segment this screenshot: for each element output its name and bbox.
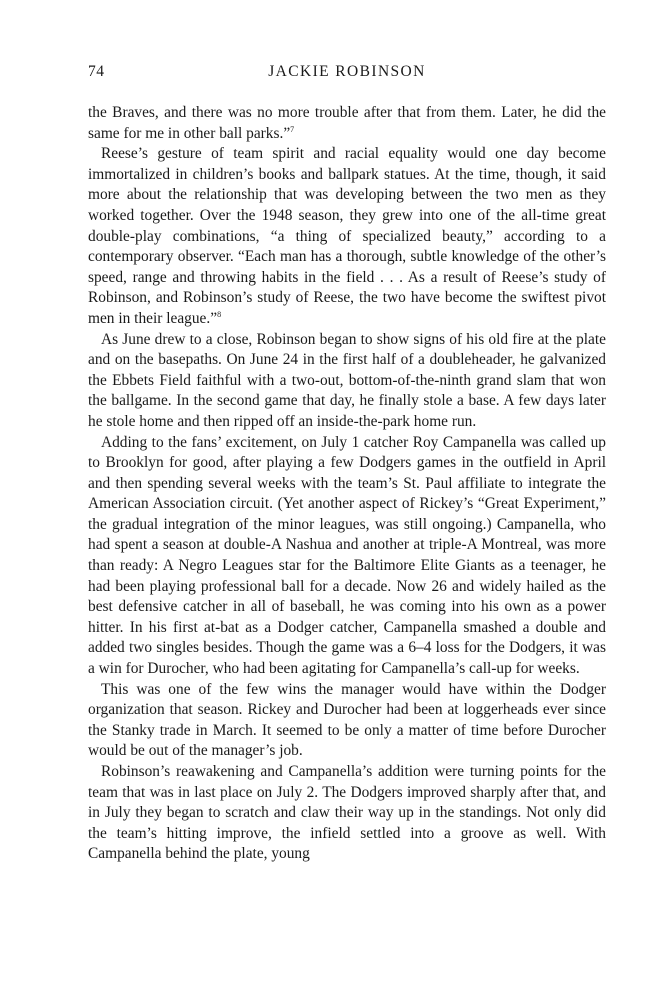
paragraph-continuation (88, 103, 606, 144)
paragraph-text: Reese’s gesture of team spirit and racial equality would one day become immortalized in children’s books and ballpark statues. At the time, though, it said more about the relationship that was developing between the two men as they worked together. Over the 1948 season, they grew into one of the all-time great double-play combinations, “a thing of specialized beauty,” according to a contemporary observer. “Each man has a thorough, subtle knowledge of the other’s speed, range and throwing habits in the field . . . As a result of Reese’s study of Robinson, and Robinson’s study of Reese, the two have become the swiftest pivot men in their league.” (88, 145, 606, 327)
running-title: JACKIE ROBINSON (268, 63, 426, 80)
footnote-marker: 7 (290, 124, 295, 134)
running-header (88, 63, 606, 85)
paragraph (88, 433, 606, 680)
body-text (88, 103, 606, 865)
paragraph-text: Adding to the fans’ excitement, on July 1 catcher Roy Campanella was called up to Brooklyn for good, after playing a few Dodgers games in the outfield in April and then spending several weeks with the team’s St. Paul affiliate to integrate the American Association circuit. (Yet another aspect of Rickey’s “Great Experiment,” the gradual integration of the minor leagues, was still ongoing.) Campanella, who had spent a season at double-A Nashua and another at triple-A Montreal, was more than ready: A Negro Leagues star for the Baltimore Elite Giants as a teenager, he had been playing professional ball for a decade. Now 26 and widely hailed as the best defensive catcher in all of baseball, he was coming into his own as a power hitter. In his first at-bat as a Dodger catcher, Campanella smashed a double and added two singles besides. Though the game was a 6–4 loss for the Dodgers, it was a win for Durocher, who had been agitating for Campanella’s call-up for weeks. (88, 433, 606, 678)
paragraph (88, 680, 606, 762)
page-number: 74 (88, 63, 105, 80)
footnote-marker: 8 (217, 309, 222, 319)
paragraph-text: As June drew to a close, Robinson began to show signs of his old fire at the plate and on the basepaths. On June 24 in the first half of a doubleheader, he galvanized the Ebbets Field faithful with a two-out, bottom-of-the-ninth grand slam that won the ballgame. In the second game that day, he finally stole a base. A few days later he stole home and then ripped off an inside-the-park home run. (88, 330, 606, 430)
paragraph (88, 144, 606, 329)
paragraph-text: the Braves, and there was no more trouble after that from them. Later, he did the same for me in other ball parks.” (88, 104, 606, 142)
paragraph (88, 330, 606, 433)
paragraph-text: Robinson’s reawakening and Campanella’s addition were turning points for the team that was in last place on July 2. The Dodgers improved sharply after that, and in July they began to scratch and claw their way up in the standings. Not only did the team’s hitting improve, the infield settled into a groove as well. With Campanella behind the plate, young (88, 763, 606, 863)
paragraph-text: This was one of the few wins the manager would have within the Dodger organization that season. Rickey and Durocher had been at loggerheads ever since the Stanky trade in March. It seemed to be only a matter of time before Durocher would be out of the manager’s job. (88, 680, 606, 760)
paragraph (88, 762, 606, 865)
